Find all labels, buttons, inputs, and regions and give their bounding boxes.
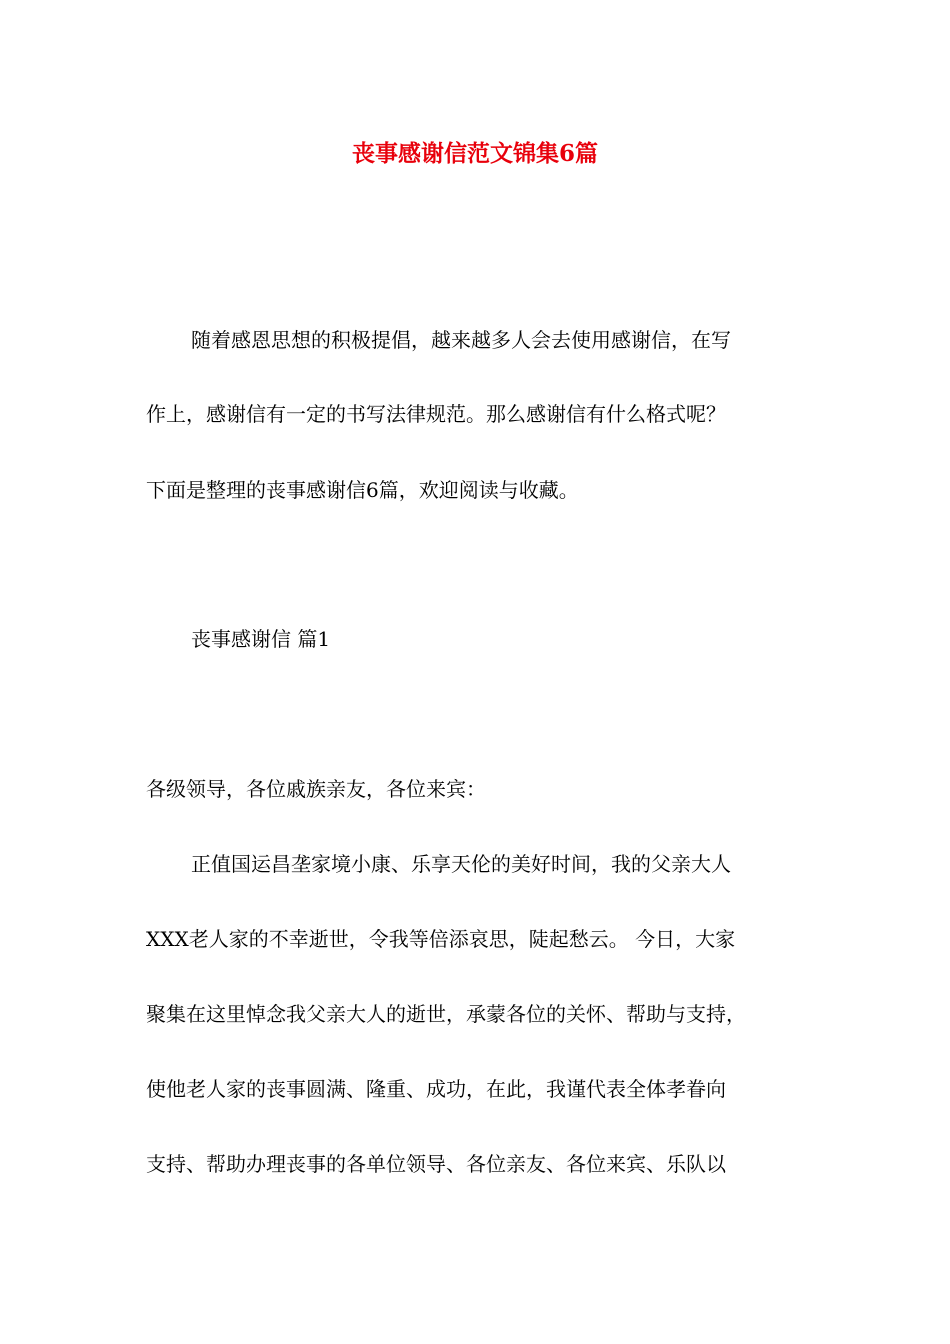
- body-line-1: 正值国运昌垄家境小康、乐享天伦的美好时间，我的父亲大人: [191, 852, 731, 876]
- document-title: 丧事感谢信范文锦集6篇: [351, 140, 598, 167]
- intro-line-1: 随着感恩思想的积极提倡，越来越多人会去使用感谢信，在写: [191, 328, 731, 352]
- intro-line-3: 下面是整理的丧事感谢信6篇，欢迎阅读与收藏。: [146, 478, 579, 502]
- section-heading: 丧事感谢信 篇1: [191, 627, 331, 651]
- body-line-2: XXX老人家的不幸逝世，令我等倍添哀思，陡起愁云。 今日，大家: [146, 927, 736, 951]
- body-line-4: 使他老人家的丧事圆满、隆重、成功，在此，我谨代表全体孝眷向: [146, 1077, 726, 1101]
- body-line-5: 支持、帮助办理丧事的各单位领导、各位亲友、各位来宾、乐队以: [146, 1152, 726, 1176]
- body-line-3: 聚集在这里悼念我父亲大人的逝世，承蒙各位的关怀、帮助与支持，: [146, 1002, 746, 1026]
- salutation: 各级领导，各位戚族亲友，各位来宾：: [146, 777, 486, 801]
- intro-line-2: 作上，感谢信有一定的书写法律规范。那么感谢信有什么格式呢？: [146, 402, 726, 426]
